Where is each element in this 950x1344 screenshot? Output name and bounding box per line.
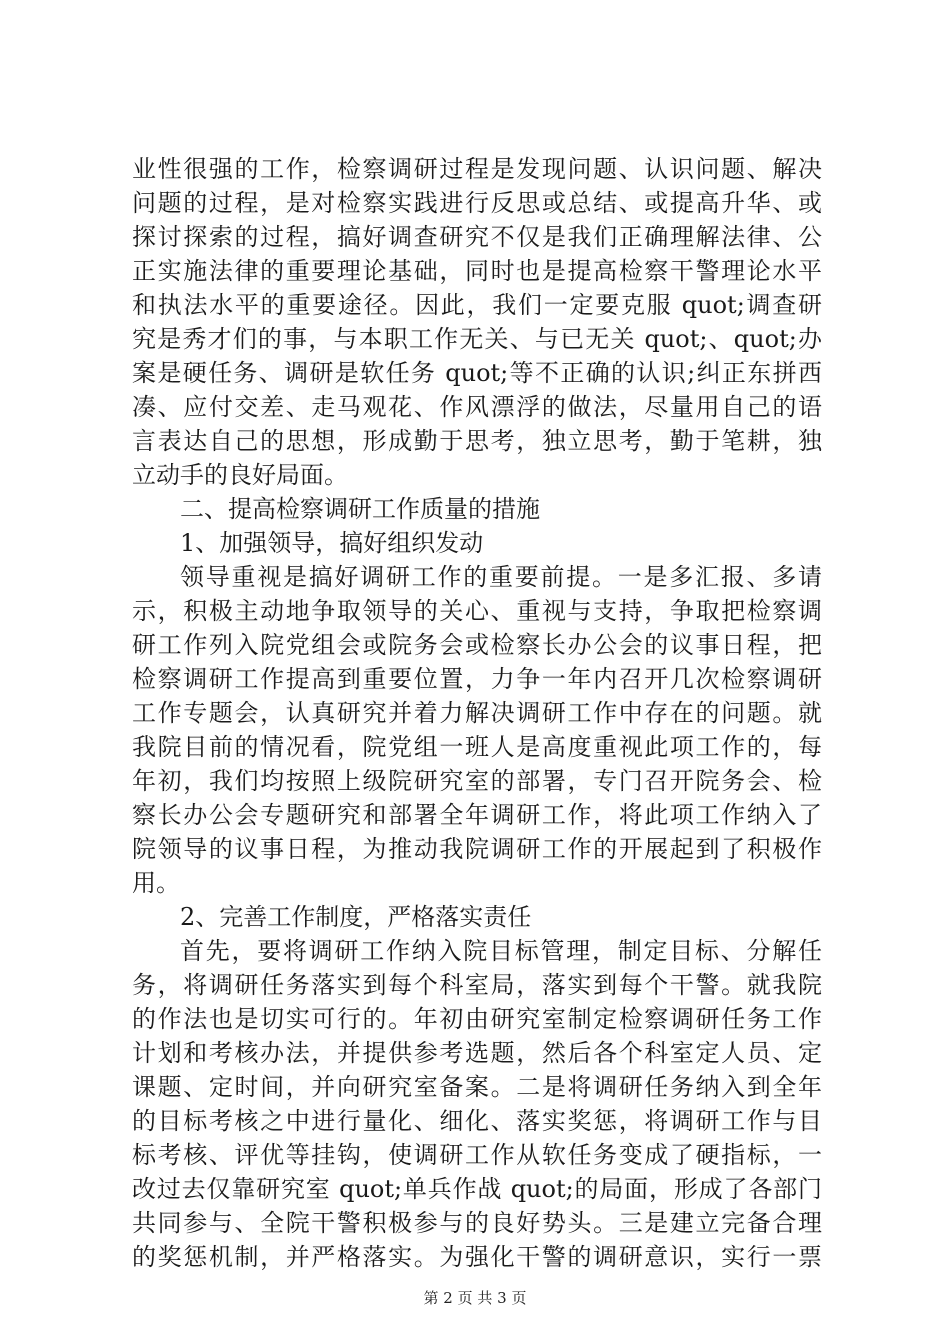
text-line: 二、提高检察调研工作质量的措施 bbox=[180, 495, 540, 523]
text-line: 业性很强的工作，检察调研过程是发现问题、认识问题、解决 bbox=[132, 155, 822, 183]
text-line: 工作专题会，认真研究并着力解决调研工作中存在的问题。就 bbox=[132, 699, 822, 727]
text-line: 言表达自己的思想，形成勤于思考，独立思考，勤于笔耕，独 bbox=[132, 427, 822, 455]
text-line: 改过去仅靠研究室 quot;单兵作战 quot;的局面，形成了各部门 bbox=[132, 1175, 822, 1203]
text-line: 1、加强领导，搞好组织发动 bbox=[180, 529, 484, 557]
text-line: 课题、定时间，并向研究室备案。二是将调研任务纳入到全年 bbox=[132, 1073, 822, 1101]
text-line: 察长办公会专题研究和部署全年调研工作，将此项工作纳入了 bbox=[132, 801, 822, 829]
text-line: 2、完善工作制度，严格落实责任 bbox=[180, 903, 532, 931]
text-line: 的目标考核之中进行量化、细化、落实奖惩，将调研工作与目 bbox=[132, 1107, 822, 1135]
text-line: 我院目前的情况看，院党组一班人是高度重视此项工作的，每 bbox=[132, 733, 822, 761]
body-text bbox=[132, 152, 822, 1274]
page-footer: 第 2 页 共 3 页 bbox=[423, 1289, 527, 1307]
text-line: 共同参与、全院干警积极参与的良好势头。三是建立完备合理 bbox=[132, 1209, 822, 1237]
text-line: 务，将调研任务落实到每个科室局，落实到每个干警。就我院 bbox=[132, 971, 822, 999]
text-line: 研工作列入院党组会或院务会或检察长办公会的议事日程，把 bbox=[132, 631, 822, 659]
text-line: 首先，要将调研工作纳入院目标管理，制定目标、分解任 bbox=[180, 937, 822, 965]
text-line: 示，积极主动地争取领导的关心、重视与支持，争取把检察调 bbox=[132, 597, 822, 625]
text-line: 检察调研工作提高到重要位置，力争一年内召开几次检察调研 bbox=[132, 665, 822, 693]
text-line: 用。 bbox=[132, 869, 180, 897]
text-line: 标考核、评优等挂钩，使调研工作从软任务变成了硬指标，一 bbox=[132, 1141, 822, 1169]
text-line: 院领导的议事日程，为推动我院调研工作的开展起到了积极作 bbox=[132, 835, 822, 863]
text-line: 正实施法律的重要理论基础，同时也是提高检察干警理论水平 bbox=[132, 257, 822, 285]
text-line: 的奖惩机制，并严格落实。为强化干警的调研意识，实行一票 bbox=[132, 1243, 822, 1271]
text-line: 立动手的良好局面。 bbox=[132, 461, 348, 489]
text-line: 案是硬任务、调研是软任务 quot;等不正确的认识;纠正东拼西 bbox=[132, 359, 822, 387]
text-line: 凑、应付交差、走马观花、作风漂浮的做法，尽量用自己的语 bbox=[132, 393, 822, 421]
text-line: 的作法也是切实可行的。年初由研究室制定检察调研任务工作 bbox=[132, 1005, 822, 1033]
text-line: 年初，我们均按照上级院研究室的部署，专门召开院务会、检 bbox=[132, 767, 822, 795]
text-line: 究是秀才们的事，与本职工作无关、与已无关 quot;、quot;办 bbox=[132, 325, 822, 353]
text-line: 计划和考核办法，并提供参考选题，然后各个科室定人员、定 bbox=[132, 1039, 822, 1067]
text-line: 问题的过程，是对检察实践进行反思或总结、或提高升华、或 bbox=[132, 189, 822, 217]
text-line: 探讨探索的过程，搞好调查研究不仅是我们正确理解法律、公 bbox=[132, 223, 822, 251]
text-line: 和执法水平的重要途径。因此，我们一定要克服 quot;调查研 bbox=[132, 291, 822, 319]
text-line: 领导重视是搞好调研工作的重要前提。一是多汇报、多请 bbox=[180, 563, 822, 591]
